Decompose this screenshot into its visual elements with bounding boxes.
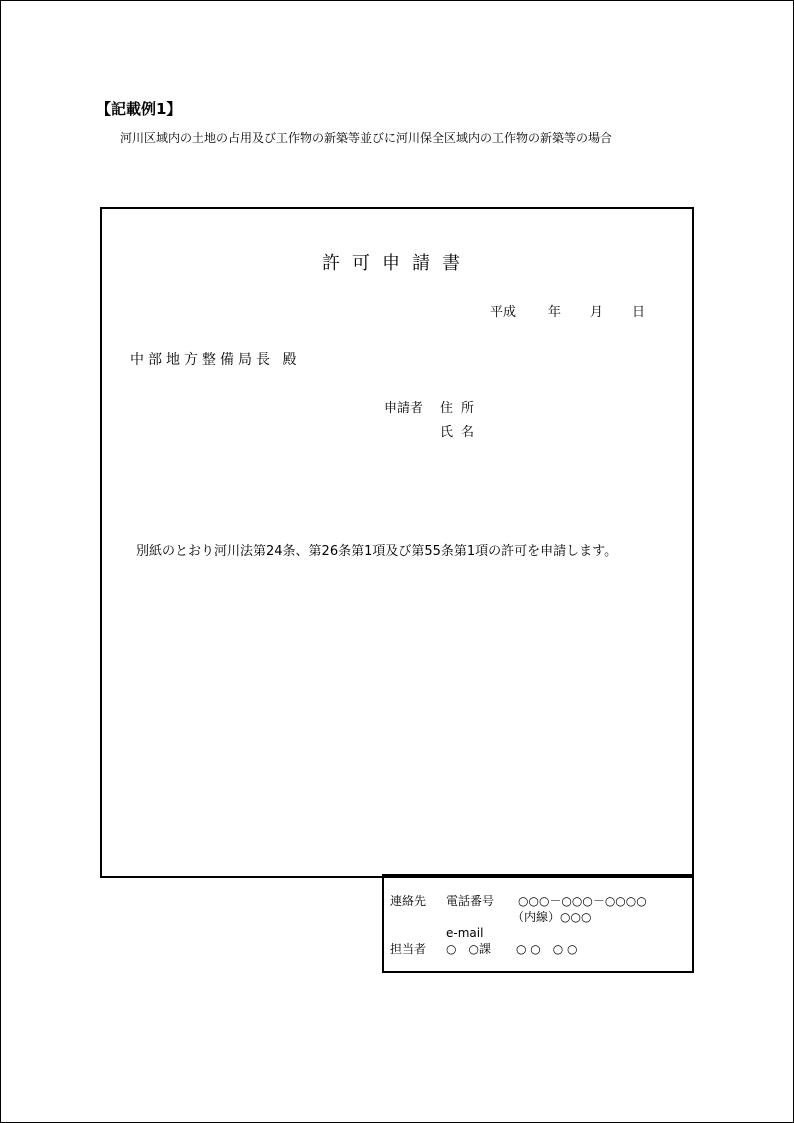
date-era: 平成 (490, 305, 517, 320)
example-heading: 【記載例1】 (96, 100, 182, 118)
addressee: 中部地方整備局長 殿 (130, 352, 301, 368)
date-year: 年 (548, 305, 562, 320)
applicant-label: 申請者 (384, 401, 424, 416)
contact-box (382, 874, 694, 973)
phone-number: ○○○－○○○－○○○○ (518, 894, 647, 908)
address-label: 住所 (440, 401, 483, 416)
form-title: 許可申請書 (322, 253, 472, 274)
contact-label: 連絡先 (390, 894, 427, 908)
person-label: 担当者 (390, 942, 427, 956)
phone-label: 電話番号 (446, 894, 495, 908)
email-label: e-mail (446, 926, 484, 940)
name-label: 氏名 (440, 425, 483, 440)
extension-number: （内線）○○○ (512, 910, 592, 924)
person-section: ○ ○課 (446, 942, 491, 956)
application-statement: 別紙のとおり河川法第24条、第26条第1項及び第55条第1項の許可を申請します。 (136, 544, 618, 559)
example-description: 河川区域内の土地の占用及び工作物の新築等並びに河川保全区域内の工作物の新築等の場合 (120, 131, 613, 145)
date-month: 月 (590, 305, 604, 320)
date-day: 日 (632, 305, 646, 320)
person-name: ○ ○ ○ ○ (516, 942, 578, 956)
application-form (100, 207, 694, 878)
